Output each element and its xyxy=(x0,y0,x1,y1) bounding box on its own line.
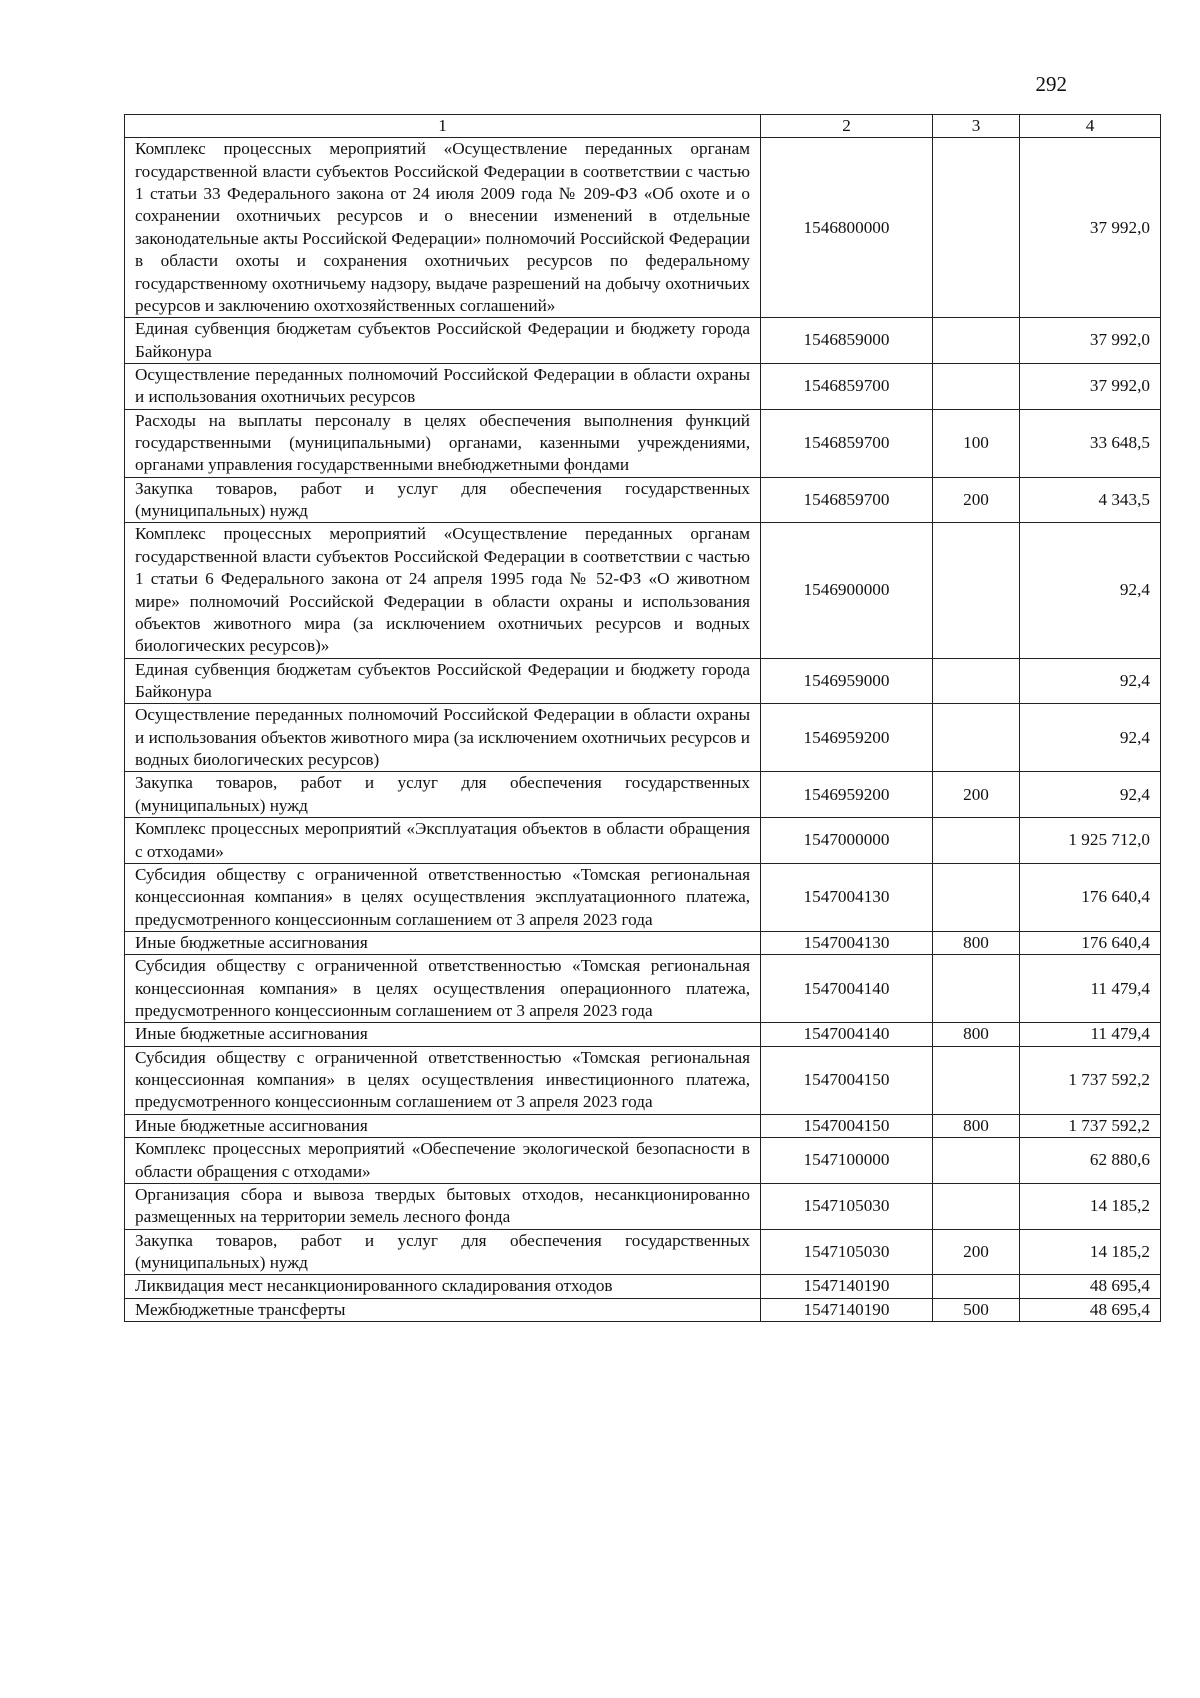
row-type-cell: 800 xyxy=(933,1023,1020,1046)
row-code-cell: 1546959200 xyxy=(761,704,933,772)
row-type-cell xyxy=(933,1275,1020,1298)
row-amount-cell: 11 479,4 xyxy=(1020,1023,1161,1046)
row-code-cell: 1547000000 xyxy=(761,818,933,864)
table-row xyxy=(125,138,1161,318)
row-name-cell: Осуществление переданных полномочий Российской Федерации в области охраны и использования охотничьих ресурсов xyxy=(125,363,761,409)
column-header-1: 1 xyxy=(125,115,761,138)
row-amount-cell: 48 695,4 xyxy=(1020,1298,1161,1321)
row-code-cell: 1547004130 xyxy=(761,931,933,954)
row-code-cell: 1547004130 xyxy=(761,863,933,931)
row-type-cell: 200 xyxy=(933,772,1020,818)
table-row xyxy=(125,955,1161,1023)
row-code-cell: 1547100000 xyxy=(761,1138,933,1184)
table-row xyxy=(125,863,1161,931)
row-amount-cell: 62 880,6 xyxy=(1020,1138,1161,1184)
table-row xyxy=(125,1183,1161,1229)
row-code-cell: 1547004150 xyxy=(761,1114,933,1137)
row-name-cell: Субсидия обществу с ограниченной ответственностью «Томская региональная концессионная компания» в целях осуществления эксплуатационного платежа, предусмотренного концессионным соглашением от 3 апреля 2023 года xyxy=(125,863,761,931)
row-type-cell xyxy=(933,955,1020,1023)
row-type-cell: 500 xyxy=(933,1298,1020,1321)
row-name-cell: Межбюджетные трансферты xyxy=(125,1298,761,1321)
row-amount-cell: 92,4 xyxy=(1020,772,1161,818)
column-header-3: 3 xyxy=(933,115,1020,138)
row-name-cell: Комплекс процессных мероприятий «Эксплуатация объектов в области обращения с отходами» xyxy=(125,818,761,864)
row-type-cell xyxy=(933,1183,1020,1229)
row-amount-cell: 48 695,4 xyxy=(1020,1275,1161,1298)
page-number: 292 xyxy=(1035,72,1067,96)
row-code-cell: 1547004140 xyxy=(761,955,933,1023)
row-code-cell: 1547004150 xyxy=(761,1046,933,1114)
row-amount-cell: 11 479,4 xyxy=(1020,955,1161,1023)
row-amount-cell: 4 343,5 xyxy=(1020,477,1161,523)
table-row xyxy=(125,931,1161,954)
row-amount-cell: 14 185,2 xyxy=(1020,1229,1161,1275)
table-row xyxy=(125,523,1161,658)
row-code-cell: 1547105030 xyxy=(761,1183,933,1229)
row-amount-cell: 37 992,0 xyxy=(1020,138,1161,318)
row-amount-cell: 1 925 712,0 xyxy=(1020,818,1161,864)
row-code-cell: 1546900000 xyxy=(761,523,933,658)
row-name-cell: Ликвидация мест несанкционированного складирования отходов xyxy=(125,1275,761,1298)
table-row xyxy=(125,818,1161,864)
table-row xyxy=(125,1046,1161,1114)
row-name-cell: Иные бюджетные ассигнования xyxy=(125,1023,761,1046)
table-header-row xyxy=(125,115,1161,138)
row-amount-cell: 92,4 xyxy=(1020,523,1161,658)
row-name-cell: Субсидия обществу с ограниченной ответственностью «Томская региональная концессионная компания» в целях осуществления инвестиционного платежа, предусмотренного концессионным соглашением от 3 апреля 2023 года xyxy=(125,1046,761,1114)
row-name-cell: Закупка товаров, работ и услуг для обеспечения государственных (муниципальных) нужд xyxy=(125,477,761,523)
row-amount-cell: 14 185,2 xyxy=(1020,1183,1161,1229)
budget-table xyxy=(124,114,1161,1322)
row-name-cell: Закупка товаров, работ и услуг для обеспечения государственных (муниципальных) нужд xyxy=(125,772,761,818)
row-type-cell xyxy=(933,1046,1020,1114)
table-row xyxy=(125,658,1161,704)
row-amount-cell: 37 992,0 xyxy=(1020,318,1161,364)
table-row xyxy=(125,772,1161,818)
table-row xyxy=(125,1298,1161,1321)
table-row xyxy=(125,1114,1161,1137)
row-type-cell xyxy=(933,318,1020,364)
row-name-cell: Комплекс процессных мероприятий «Обеспечение экологической безопасности в области обращения с отходами» xyxy=(125,1138,761,1184)
row-code-cell: 1546859700 xyxy=(761,477,933,523)
table-row xyxy=(125,1023,1161,1046)
row-type-cell xyxy=(933,363,1020,409)
row-name-cell: Закупка товаров, работ и услуг для обеспечения государственных (муниципальных) нужд xyxy=(125,1229,761,1275)
row-code-cell: 1547140190 xyxy=(761,1275,933,1298)
table-row xyxy=(125,1229,1161,1275)
row-type-cell xyxy=(933,863,1020,931)
row-code-cell: 1547105030 xyxy=(761,1229,933,1275)
row-code-cell: 1546959000 xyxy=(761,658,933,704)
row-type-cell xyxy=(933,704,1020,772)
row-name-cell: Организация сбора и вывоза твердых бытовых отходов, несанкционированно размещенных на территории земель лесного фонда xyxy=(125,1183,761,1229)
row-code-cell: 1546859700 xyxy=(761,363,933,409)
row-name-cell: Единая субвенция бюджетам субъектов Российской Федерации и бюджету города Байконура xyxy=(125,318,761,364)
row-code-cell: 1546800000 xyxy=(761,138,933,318)
row-name-cell: Комплекс процессных мероприятий «Осуществление переданных органам государственной власти субъектов Российской Федерации в соответствии с частью 1 статьи 33 Федерального закона от 24 июля 2009 года № 209-ФЗ «Об охоте и о сохранении охотничьих ресурсов и о внесении изменений в отдельные законодательные акты Российской Федерации» полномочий Российской Федерации в области охоты и сохранения охотничьих ресурсов по федеральному государственному охотничьему надзору, выдаче разрешений на добычу охотничьих ресурсов и заключению охотхозяйственных соглашений» xyxy=(125,138,761,318)
row-name-cell: Расходы на выплаты персоналу в целях обеспечения выполнения функций государственными (муниципальными) органами, казенными учреждениями, органами управления государственными внебюджетными фондами xyxy=(125,409,761,477)
row-name-cell: Комплекс процессных мероприятий «Осуществление переданных органам государственной власти субъектов Российской Федерации в соответствии с частью 1 статьи 6 Федерального закона от 24 апреля 1995 года № 52-ФЗ «О животном мире» полномочий Российской Федерации в области охраны и использования объектов животного мира (за исключением охотничьих ресурсов и водных биологических ресурсов)» xyxy=(125,523,761,658)
row-code-cell: 1546959200 xyxy=(761,772,933,818)
table-body xyxy=(125,138,1161,1322)
row-type-cell: 200 xyxy=(933,477,1020,523)
row-type-cell: 800 xyxy=(933,931,1020,954)
row-name-cell: Осуществление переданных полномочий Российской Федерации в области охраны и использования объектов животного мира (за исключением охотничьих ресурсов и водных биологических ресурсов) xyxy=(125,704,761,772)
row-amount-cell: 37 992,0 xyxy=(1020,363,1161,409)
row-amount-cell: 1 737 592,2 xyxy=(1020,1114,1161,1137)
row-type-cell: 100 xyxy=(933,409,1020,477)
row-type-cell: 800 xyxy=(933,1114,1020,1137)
table-row xyxy=(125,1138,1161,1184)
table-row xyxy=(125,363,1161,409)
row-code-cell: 1546859700 xyxy=(761,409,933,477)
row-amount-cell: 33 648,5 xyxy=(1020,409,1161,477)
row-type-cell: 200 xyxy=(933,1229,1020,1275)
row-type-cell xyxy=(933,138,1020,318)
column-header-4: 4 xyxy=(1020,115,1161,138)
table-row xyxy=(125,477,1161,523)
row-type-cell xyxy=(933,818,1020,864)
table-row xyxy=(125,704,1161,772)
column-header-2: 2 xyxy=(761,115,933,138)
row-type-cell xyxy=(933,1138,1020,1184)
row-name-cell: Единая субвенция бюджетам субъектов Российской Федерации и бюджету города Байконура xyxy=(125,658,761,704)
row-name-cell: Субсидия обществу с ограниченной ответственностью «Томская региональная концессионная компания» в целях осуществления операционного платежа, предусмотренного концессионным соглашением от 3 апреля 2023 года xyxy=(125,955,761,1023)
row-amount-cell: 1 737 592,2 xyxy=(1020,1046,1161,1114)
table-row xyxy=(125,1275,1161,1298)
table-row xyxy=(125,318,1161,364)
row-amount-cell: 92,4 xyxy=(1020,704,1161,772)
row-code-cell: 1547140190 xyxy=(761,1298,933,1321)
row-code-cell: 1546859000 xyxy=(761,318,933,364)
row-amount-cell: 176 640,4 xyxy=(1020,863,1161,931)
row-amount-cell: 176 640,4 xyxy=(1020,931,1161,954)
row-type-cell xyxy=(933,658,1020,704)
row-name-cell: Иные бюджетные ассигнования xyxy=(125,1114,761,1137)
row-name-cell: Иные бюджетные ассигнования xyxy=(125,931,761,954)
row-type-cell xyxy=(933,523,1020,658)
row-amount-cell: 92,4 xyxy=(1020,658,1161,704)
table-row xyxy=(125,409,1161,477)
row-code-cell: 1547004140 xyxy=(761,1023,933,1046)
